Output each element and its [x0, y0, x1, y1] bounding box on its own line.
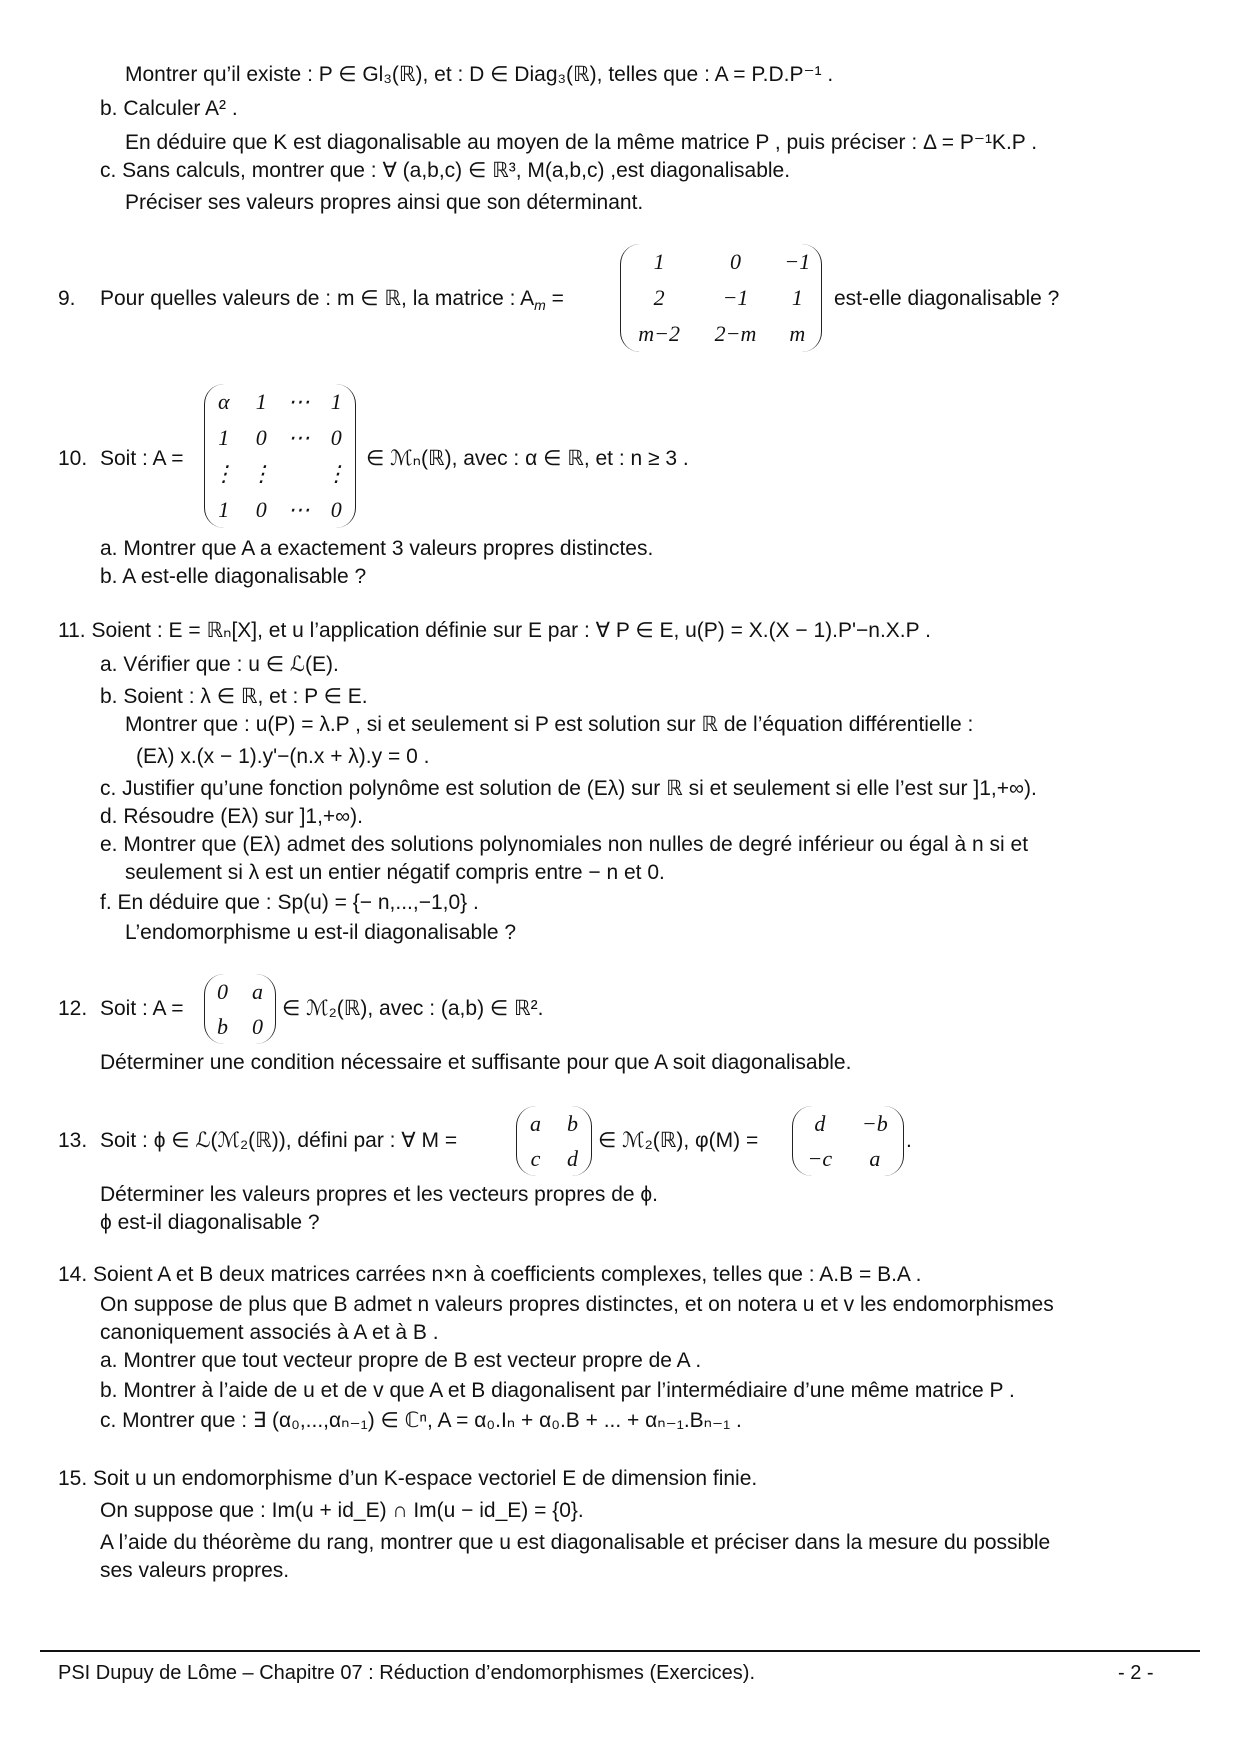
- ex8-line-5: Préciser ses valeurs propres ainsi que son déterminant.: [125, 191, 644, 214]
- ex9-eq: =: [545, 287, 564, 310]
- ex9-m-21: 2−m: [714, 321, 757, 346]
- ex13-middle: ∈ ℳ₂(ℝ), φ(M) =: [598, 1129, 759, 1152]
- ex12-after: ∈ ℳ₂(ℝ), avec : (a,b) ∈ ℝ².: [282, 997, 544, 1020]
- ex10-m-23: ⋮: [325, 461, 348, 486]
- ex13-m1-10: c: [530, 1145, 541, 1171]
- ex9-m-00: 1: [653, 249, 665, 274]
- ex9-m-02: −1: [784, 249, 811, 274]
- ex14-line-5: b. Montrer à l’aide de u et de v que A et B diagonalisent par l’intermédiaire d’une même matrice P .: [100, 1379, 1015, 1402]
- ex13-m1-01: b: [567, 1110, 578, 1136]
- ex14-line-1: 14. Soient A et B deux matrices carrées n×n à coefficients complexes, telles que : A.B = B.A .: [58, 1263, 922, 1286]
- footer-title: PSI Dupuy de Lôme – Chapitre 07 : Réduction d’endomorphismes (Exercices).: [58, 1662, 756, 1684]
- ex13-m2-10: −c: [807, 1145, 833, 1171]
- ex9-m-20: m−2: [638, 321, 681, 346]
- ex11-line-7: d. Résoudre (Eλ) sur ]1,+∞).: [100, 805, 363, 828]
- ex8-line-3: En déduire que K est diagonalisable au moyen de la même matrice P , puis préciser : Δ = P⁻¹K.P .: [125, 131, 1038, 154]
- ex13-end: .: [906, 1129, 912, 1152]
- ex10-m-11: 0: [255, 425, 267, 450]
- ex14-line-3: canoniquement associés à A et à B .: [100, 1321, 439, 1344]
- ex10-number: 10.: [58, 447, 88, 470]
- ex11-line-5: (Eλ) x.(x − 1).y'−(n.x + λ).y = 0 .: [136, 745, 430, 768]
- ex11-line-4: Montrer que : u(P) = λ.P , si et seulement si P est solution sur ℝ de l’équation différentielle :: [125, 713, 974, 736]
- ex12-m-11: 0: [252, 1013, 263, 1039]
- ex9-sub: m: [534, 297, 546, 314]
- ex8-line-4: c. Sans calculs, montrer que : ∀ (a,b,c) ∈ ℝ³, M(a,b,c) ,est diagonalisable.: [100, 159, 791, 182]
- ex15-line-2: On suppose que : Im(u + id_E) ∩ Im(u − id_E) = {0}.: [100, 1499, 584, 1522]
- ex10-m-21: ⋮: [250, 461, 273, 486]
- ex9-before: Pour quelles valeurs de : m ∈ ℝ, la matrice : A: [100, 287, 535, 310]
- ex13-m2-00: d: [814, 1110, 826, 1136]
- ex9-matrix: [620, 244, 822, 352]
- ex13-m1-11: d: [567, 1145, 578, 1171]
- ex9-m-01: 0: [730, 249, 742, 274]
- ex10-m-02: ⋯: [287, 389, 310, 414]
- ex11-line-8: e. Montrer que (Eλ) admet des solutions polynomiales non nulles de degré inférieur ou égal à n si et: [100, 833, 1029, 856]
- ex10-m-30: 1: [218, 497, 230, 522]
- ex12-number: 12.: [58, 997, 88, 1020]
- ex8-line-1: Montrer qu’il existe : P ∈ Gl₃(ℝ), et : D ∈ Diag₃(ℝ), telles que : A = P.D.P⁻¹ .: [125, 63, 834, 86]
- ex13-m2-01: −b: [861, 1110, 888, 1136]
- ex10-matrix: [204, 384, 356, 528]
- ex10-m-00: α: [217, 389, 230, 414]
- ex11-line-10: f. En déduire que : Sp(u) = {− n,...,−1,0} .: [100, 891, 479, 914]
- footer-rule: [40, 1650, 1200, 1652]
- ex10-before: Soit : A =: [100, 447, 184, 470]
- ex9-statement: [100, 286, 564, 318]
- ex12-m-01: a: [252, 978, 263, 1004]
- ex13-m2-11: a: [869, 1145, 881, 1171]
- ex11-line-11: L’endomorphisme u est-il diagonalisable ?: [125, 921, 517, 944]
- ex10-m-10: 1: [218, 425, 230, 450]
- ex12-matrix: [204, 974, 276, 1044]
- ex8-line-2: b. Calculer A² .: [100, 97, 238, 120]
- ex13-number: 13.: [58, 1129, 88, 1152]
- ex12-line: Déterminer une condition nécessaire et suffisante pour que A soit diagonalisable.: [100, 1051, 852, 1074]
- ex13-before: Soit : ϕ ∈ ℒ(ℳ₂(ℝ)), défini par : ∀ M =: [100, 1129, 458, 1152]
- ex13-matrix-phi: [792, 1106, 904, 1176]
- ex10-part-b: b. A est-elle diagonalisable ?: [100, 565, 367, 588]
- ex15-line-3: A l’aide du théorème du rang, montrer que u est diagonalisable et préciser dans la mesure du possible: [100, 1531, 1051, 1554]
- ex10-m-03: 1: [330, 389, 342, 414]
- ex13-line-1: Déterminer les valeurs propres et les vecteurs propres de ϕ.: [100, 1183, 658, 1206]
- ex11-line-3: b. Soient : λ ∈ ℝ, et : P ∈ E.: [100, 685, 368, 708]
- ex12-before: Soit : A =: [100, 997, 184, 1020]
- ex9-after: est-elle diagonalisable ?: [834, 287, 1060, 310]
- ex10-m-13: 0: [330, 425, 342, 450]
- ex14-line-2: On suppose de plus que B admet n valeurs propres distinctes, et on notera u et v les endomorphismes: [100, 1293, 1054, 1316]
- ex10-part-a: a. Montrer que A a exactement 3 valeurs propres distinctes.: [100, 537, 654, 560]
- ex13-matrix-m: [516, 1106, 592, 1176]
- ex10-m-01: 1: [255, 389, 267, 414]
- ex14-line-4: a. Montrer que tout vecteur propre de B est vecteur propre de A .: [100, 1349, 702, 1372]
- ex14-line-6: c. Montrer que : ∃ (α₀,...,αₙ₋₁) ∈ ℂⁿ, A = α₀.Iₙ + α₀.B + ... + αₙ₋₁.Bₙ₋₁ .: [100, 1409, 742, 1432]
- ex12-m-00: 0: [217, 978, 228, 1004]
- ex9-m-11: −1: [722, 285, 749, 310]
- ex9-m-12: 1: [791, 285, 803, 310]
- ex10-after: ∈ ℳₙ(ℝ), avec : α ∈ ℝ, et : n ≥ 3 .: [366, 447, 689, 470]
- ex10-m-12: ⋯: [287, 425, 310, 450]
- ex15-line-4: ses valeurs propres.: [100, 1559, 290, 1582]
- ex11-line-1: 11. Soient : E = ℝₙ[X], et u l’application définie sur E par : ∀ P ∈ E, u(P) = X.(X − 1).P'−n.X.P .: [58, 619, 931, 642]
- page-number: - 2 -: [1118, 1662, 1154, 1684]
- ex9-m-22: m: [789, 321, 806, 346]
- ex13-line-2: ϕ est-il diagonalisable ?: [100, 1211, 320, 1234]
- ex9-number: 9.: [58, 287, 76, 310]
- ex9-m-10: 2: [653, 285, 665, 310]
- ex13-m1-00: a: [530, 1110, 541, 1136]
- ex11-line-2: a. Vérifier que : u ∈ ℒ(E).: [100, 653, 339, 676]
- ex15-line-1: 15. Soit u un endomorphisme d’un K-espace vectoriel E de dimension finie.: [58, 1467, 758, 1490]
- ex11-line-9: seulement si λ est un entier négatif compris entre − n et 0.: [125, 861, 665, 884]
- ex10-m-33: 0: [330, 497, 342, 522]
- ex10-m-31: 0: [255, 497, 267, 522]
- ex11-line-6: c. Justifier qu’une fonction polynôme est solution de (Eλ) sur ℝ si et seulement si elle l’est sur ]1,+∞).: [100, 777, 1037, 800]
- ex10-m-22: [280, 456, 318, 492]
- ex10-m-32: ⋯: [287, 497, 310, 522]
- ex12-m-10: b: [217, 1013, 228, 1039]
- ex10-m-20: ⋮: [212, 461, 235, 486]
